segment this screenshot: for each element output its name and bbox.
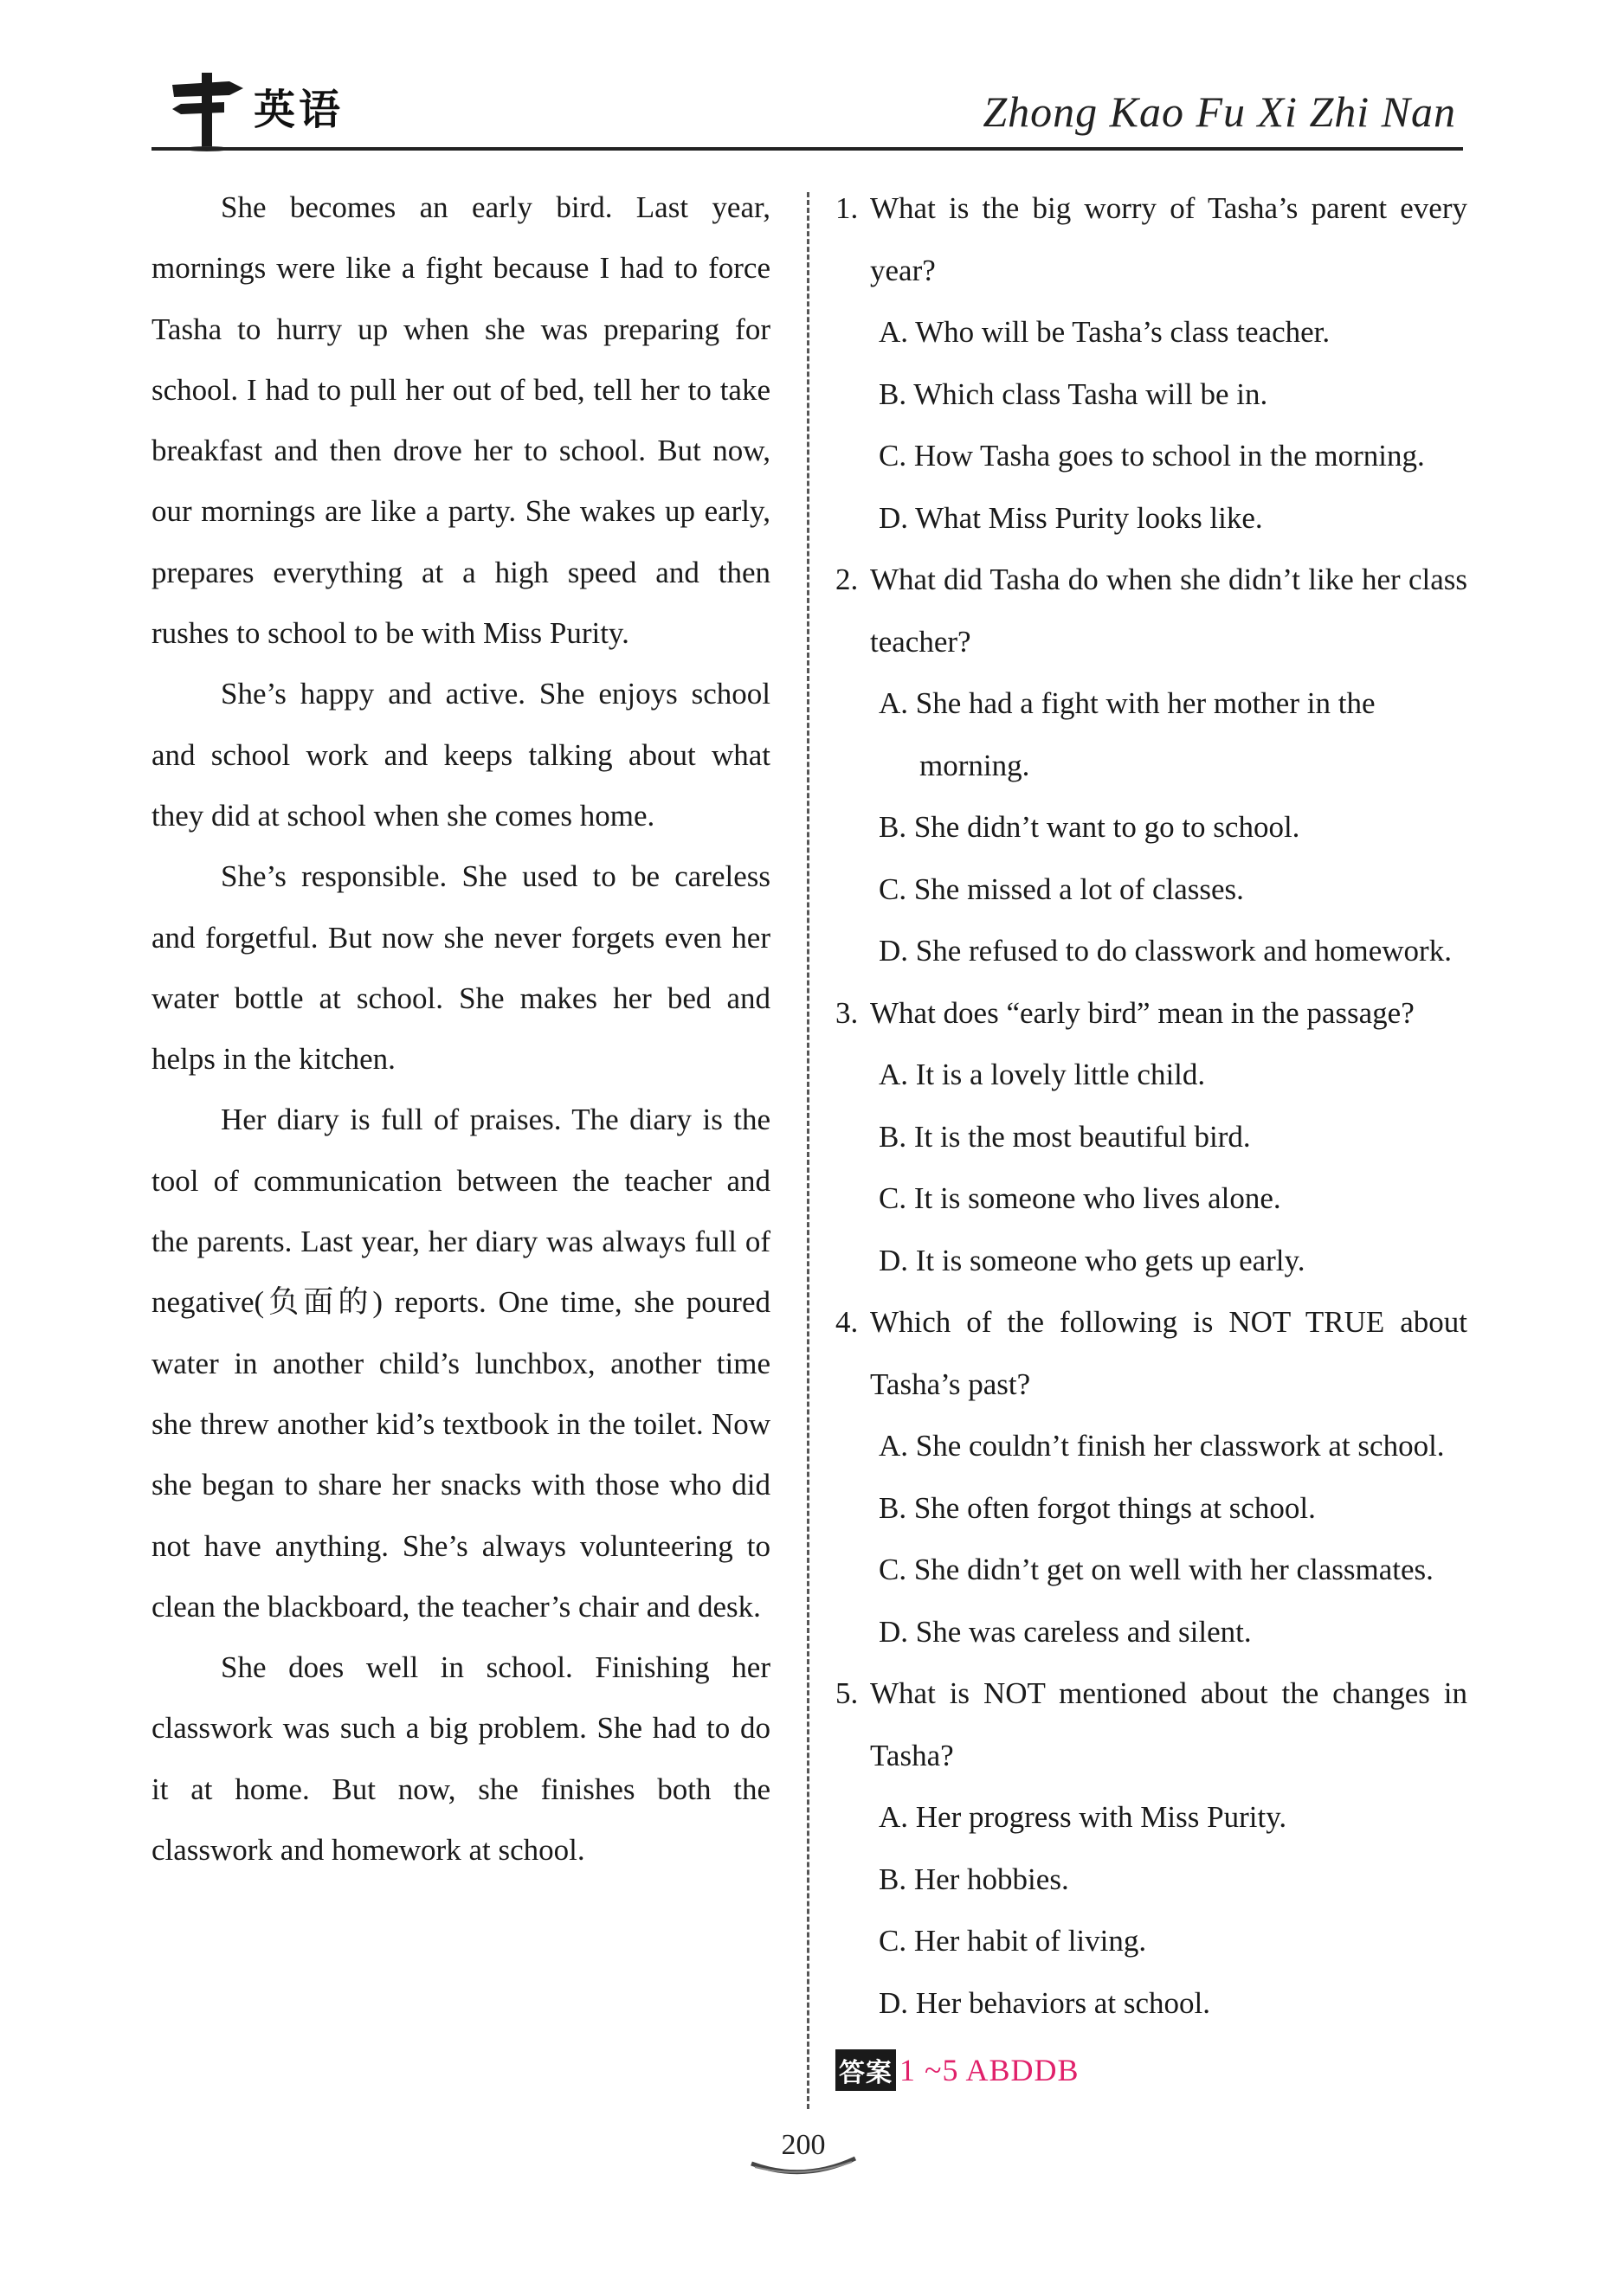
option-b: B. She didn’t want to go to school. xyxy=(879,810,1300,844)
option-b: B. Which class Tasha will be in. xyxy=(879,376,1268,411)
passage-paragraph: She’s responsible. She used to be careless and forgetful. But now she never forgets even her water bottle at school. She makes her bed and helps in the kitchen. xyxy=(151,859,770,1077)
passage-paragraph: She does well in school. Finishing her classwork was such a big problem. She had to do it at home. But now, she finishes both the classwork and homework at school. xyxy=(151,1650,770,1868)
option-c: C. She didn’t get on well with her classmates. xyxy=(879,1553,1434,1586)
answer-label: 答案 xyxy=(835,2049,896,2091)
passage-paragraph: Her diary is full of praises. The diary is the tool of communication between the teacher and the parents. Last year, her diary was always full of negative(负面的) reports. One time, she poured water in another child’s lunchbox, another time she threw another kid’s textbook in the toilet. Now she began to share her snacks with those who did not have anything. She’s always volunteering to clean the blackboard, the teacher’s chair and desk. xyxy=(151,1103,770,1624)
passage-paragraph: She’s happy and active. She enjoys school and school work and keeps talking about what they did at school when she comes home. xyxy=(151,677,770,833)
question-text: What did Tasha do when she didn’t like her class teacher? xyxy=(870,563,1467,659)
page-header xyxy=(151,61,1463,156)
header-rule xyxy=(151,147,1463,151)
option-b: B. It is the most beautiful bird. xyxy=(879,1119,1251,1154)
question-text: Which of the following is NOT TRUE about Tasha’s past? xyxy=(870,1305,1467,1401)
option-c: C. Her habit of living. xyxy=(879,1924,1147,1958)
question-number: 5. xyxy=(835,1676,859,1710)
passage-column xyxy=(151,177,770,1881)
signpost-logo-icon xyxy=(169,69,247,151)
question-stem xyxy=(835,1291,1467,1415)
question-text: What is NOT mentioned about the changes in Tasha? xyxy=(870,1676,1467,1772)
option-a: A. She couldn’t finish her classwork at school. xyxy=(879,1429,1445,1463)
option-c: C. It is someone who lives alone. xyxy=(879,1181,1281,1215)
question-number: 3. xyxy=(835,995,859,1030)
question-stem xyxy=(835,177,1467,301)
option-c: C. She missed a lot of classes. xyxy=(879,871,1244,906)
option-d: D. She was careless and silent. xyxy=(879,1614,1252,1649)
answer-text: 1 ~5 ABDDB xyxy=(899,2053,1080,2087)
option-b: B. Her hobbies. xyxy=(879,1862,1069,1896)
question-stem xyxy=(835,982,1467,1045)
subject-title: 英语 xyxy=(254,86,345,134)
option-c: C. How Tasha goes to school in the morning. xyxy=(879,439,1425,473)
option-a: A. Her progress with Miss Purity. xyxy=(879,1800,1287,1834)
option-b: B. She often forgot things at school. xyxy=(879,1490,1316,1525)
column-divider xyxy=(807,192,809,2109)
question-stem xyxy=(835,1663,1467,1786)
option-a: A. It is a lovely little child. xyxy=(879,1058,1206,1091)
questions-column xyxy=(835,177,1467,2034)
answer-key xyxy=(835,2048,1080,2092)
series-title: Zhong Kao Fu Xi Zhi Nan xyxy=(983,87,1456,136)
option-d: D. She refused to do classwork and homework. xyxy=(879,934,1452,968)
question-4 xyxy=(835,1291,1467,1663)
option-d: D. Her behaviors at school. xyxy=(879,1985,1210,2020)
question-1 xyxy=(835,177,1467,549)
option-a: A. She had a fight with her mother in the morning. xyxy=(879,686,1376,782)
question-text: What is the big worry of Tasha’s parent every year? xyxy=(870,191,1467,287)
question-number: 1. xyxy=(835,191,859,225)
question-number: 2. xyxy=(835,563,859,596)
option-d: D. What Miss Purity looks like. xyxy=(879,500,1263,535)
option-a: A. Who will be Tasha’s class teacher. xyxy=(879,315,1331,349)
question-text: What does “early bird” mean in the passage? xyxy=(870,995,1415,1030)
question-5 xyxy=(835,1663,1467,2034)
page-number-text: 200 xyxy=(781,2129,826,2161)
passage-paragraph: She becomes an early bird. Last year, mornings were like a fight because I had to force Tasha to hurry up when she was preparing for school. I had to pull her out of bed, tell her to take breakfast and then drove her to school. But now, our mornings are like a party. She wakes up early, prepares everything at a high speed and then rushes to school to be with Miss Purity. xyxy=(151,190,770,651)
question-3 xyxy=(835,982,1467,1292)
page-number xyxy=(743,2129,864,2181)
question-2 xyxy=(835,549,1467,982)
question-number: 4. xyxy=(835,1305,859,1339)
option-d: D. It is someone who gets up early. xyxy=(879,1243,1305,1277)
question-stem xyxy=(835,549,1467,672)
